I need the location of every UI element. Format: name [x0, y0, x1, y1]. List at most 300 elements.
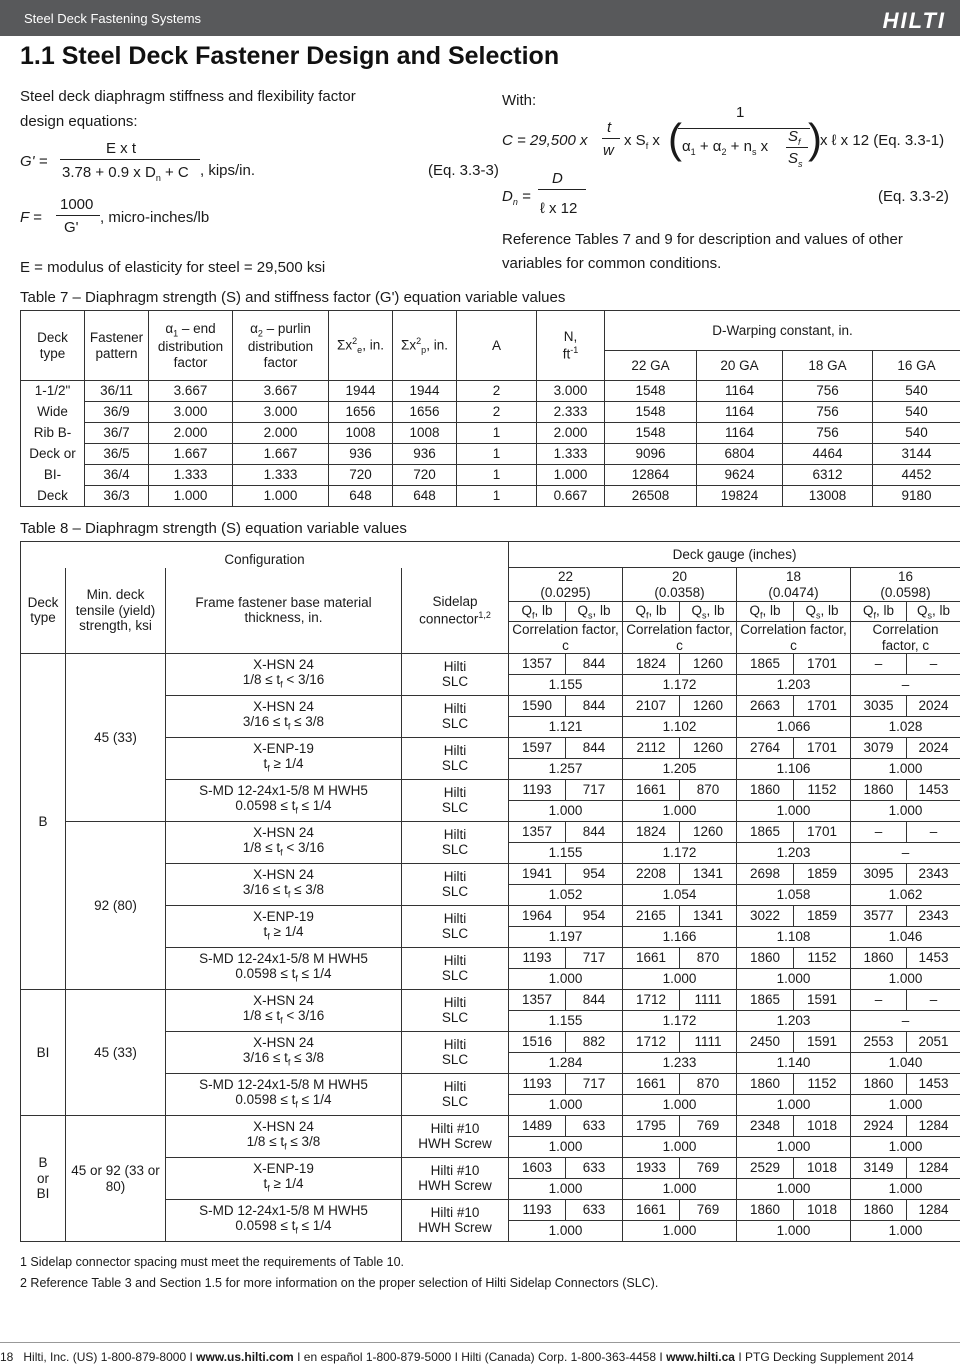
t7-cell: [783, 486, 873, 507]
g-numerator: E x t: [106, 140, 137, 157]
t8-q-text: 1941: [521, 866, 553, 882]
intro-line-2: design equations:: [20, 113, 138, 130]
c-tail: x ℓ x 12 (Eq. 3.3-1): [820, 132, 945, 149]
t8-q-value: [623, 1074, 680, 1095]
t7-cell: [697, 423, 783, 444]
t8-sidelap: [402, 696, 509, 738]
t8-q-value: [509, 654, 566, 675]
t8-fastener-name: S-MD 12-24x1-5/8 M HWH5: [199, 1077, 368, 1093]
t8-q-value: [566, 780, 623, 801]
t8-qs-lb: , lb: [820, 602, 839, 618]
t7-cell-value: 1: [492, 425, 501, 441]
t8-c-text: 1.172: [662, 677, 697, 693]
sf-text: S: [788, 128, 799, 145]
t7-cell-value: 12864: [631, 467, 670, 483]
t8-fastener-sub: f: [280, 847, 283, 858]
t8-q-value: [794, 654, 851, 675]
c-xs-text: x S: [624, 132, 646, 149]
c-lhs: C = 29,500 x: [502, 132, 588, 149]
t8-q-value: [794, 1074, 851, 1095]
t8-q-value: [851, 948, 907, 969]
t8-q-value: [509, 738, 566, 759]
t8-c-text: –: [901, 1013, 910, 1029]
t8-q-text: 1661: [635, 782, 667, 798]
t7-cell: [329, 423, 393, 444]
t7-cell-value: 6312: [812, 467, 843, 483]
t7-cell: [85, 486, 149, 507]
t8-q-text: 1865: [749, 824, 781, 840]
t8-h-gauge: [851, 568, 960, 602]
t8-q-text: 1111: [694, 992, 722, 1008]
t8-c-value: [509, 675, 623, 696]
t8-frame-fastener: [166, 1200, 402, 1242]
t8-q-text: 1260: [692, 698, 724, 714]
t8-q-text: 2107: [635, 698, 667, 714]
t7-cell-value: 1.667: [173, 446, 208, 462]
t8-q-text: 769: [696, 1160, 720, 1176]
t7-deck-cell: [21, 402, 85, 423]
t8-qs-sub: s: [588, 610, 593, 621]
t7-cell-value: 936: [349, 446, 372, 462]
footer-spanish: en español 1-800-879-5000: [303, 1350, 452, 1364]
t7-cell: [233, 486, 329, 507]
t8-sidelap-1: Hilti: [443, 658, 467, 674]
t8-fastener-sub: f: [267, 931, 270, 942]
t8-sidelap: [402, 948, 509, 990]
t8-sidelap: [402, 1158, 509, 1200]
t7-cell: [149, 444, 233, 465]
t8-q-value: [907, 696, 960, 717]
t7-cell: [537, 465, 605, 486]
t7-cell-value: 1.000: [553, 467, 588, 483]
t8-q-value: [566, 1074, 623, 1095]
t7-h-fastener-text: Fastener pattern: [89, 329, 144, 361]
t8-q-value: [737, 1116, 794, 1137]
t7-cell: [873, 465, 960, 486]
t8-h-config-text: Configuration: [224, 552, 305, 567]
t7-cell-value: 36/11: [100, 383, 133, 399]
t8-h-qs: [794, 602, 851, 622]
t8-fastener-range-tail: ≤ 1/4: [297, 1092, 332, 1108]
t8-q-text: 1860: [749, 1076, 781, 1092]
t8-q-value: [907, 1116, 960, 1137]
g-fraction-bar: [60, 159, 200, 160]
t7-cell-value: 0.667: [553, 488, 588, 504]
t8-q-value: [737, 780, 794, 801]
t8-q-text: 3022: [749, 908, 781, 924]
t8-c-value: [509, 843, 623, 864]
t7-cell: [393, 381, 457, 402]
t7-cell-value: 1548: [635, 404, 666, 420]
t7-h-a2-txt: – purlin distribution factor: [247, 320, 314, 370]
t8-gauge-in: (0.0474): [768, 584, 819, 600]
t8-q-text: 769: [696, 1118, 720, 1134]
t8-h-deck-gauge: [509, 542, 960, 568]
t7-cell-value: 540: [905, 425, 928, 441]
t8-q-value: [737, 864, 794, 885]
t8-h-corr: [737, 622, 851, 654]
t8-sidelap-2: HWH Screw: [418, 1177, 492, 1193]
t7-cell-value: 936: [413, 446, 436, 462]
t7-deck-cell: [21, 486, 85, 507]
t7-cell: [393, 444, 457, 465]
t7-cell-value: 540: [905, 383, 928, 399]
t8-q-text: 1018: [806, 1160, 838, 1176]
t8-q-value: [623, 738, 680, 759]
t8-c-text: 1.140: [776, 1055, 811, 1071]
t8-q-value: [566, 822, 623, 843]
table-row: [21, 1116, 960, 1137]
t8-c-value: [737, 675, 851, 696]
t8-q-value: [680, 654, 737, 675]
dn-equation-ref: (Eq. 3.3-2): [878, 188, 949, 205]
t8-fastener-range: t: [263, 756, 268, 772]
t8-fastener-sub: f: [295, 805, 298, 816]
t7-cell-value: 1656: [409, 404, 440, 420]
t8-q-value: [623, 696, 680, 717]
t8-q-text: 1193: [522, 1076, 552, 1092]
t8-c-text: 1.203: [776, 1013, 811, 1029]
t8-c-value: [737, 801, 851, 822]
dn-sub: n: [512, 197, 518, 207]
t8-q-value: [680, 1074, 737, 1095]
t8-c-value: [623, 717, 737, 738]
t8-frame-fastener: [166, 948, 402, 990]
t8-c-text: 1.197: [548, 929, 583, 945]
t8-q-text: 633: [582, 1202, 606, 1218]
t7-cell: [537, 444, 605, 465]
t8-c-value: [623, 927, 737, 948]
t8-fastener-sub: f: [287, 1057, 291, 1068]
t8-c-value: [851, 1095, 960, 1116]
t8-q-value: [623, 1158, 680, 1179]
dn-denominator: ℓ x 12: [540, 200, 578, 217]
c-t: t: [607, 119, 612, 136]
t8-c-value: [509, 717, 623, 738]
t8-q-text: 633: [582, 1118, 606, 1134]
footer-url-ca[interactable]: www.hilti.ca: [666, 1350, 735, 1364]
t8-q-value: [907, 1074, 960, 1095]
t8-q-text: 717: [582, 950, 606, 966]
t8-q-text: 1860: [863, 950, 894, 966]
t7-cell-value: 1548: [635, 383, 666, 399]
t7-cell: [457, 402, 537, 423]
t8-q-value: [851, 1116, 907, 1137]
t8-header-row-2: [21, 568, 960, 602]
t8-c-text: 1.172: [662, 845, 697, 861]
t8-c-text: 1.054: [662, 887, 697, 903]
t8-q-value: [623, 1200, 680, 1221]
t7-cell: [783, 423, 873, 444]
t8-fastener-sub: f: [287, 721, 291, 732]
t8-q-value: [566, 864, 623, 885]
t7-cell: [85, 381, 149, 402]
t8-q-value: [680, 780, 737, 801]
t7-h-xe-tail: , in.: [362, 337, 384, 353]
t8-q-text: 870: [696, 782, 720, 798]
t7-h-xp-tail: , in.: [426, 337, 448, 353]
t8-q-value: [566, 948, 623, 969]
t8-sidelap-2: SLC: [441, 757, 469, 773]
g-denominator: [62, 164, 189, 183]
t8-q-value: [680, 948, 737, 969]
t8-q-text: 1860: [749, 1202, 781, 1218]
t8-c-value: [737, 759, 851, 780]
t8-q-text: 1865: [749, 992, 781, 1008]
t7-deck-line: Wide: [37, 404, 68, 420]
t7-deck-line: 1-1/2": [34, 383, 71, 399]
t7-h-N2: ft: [562, 346, 571, 362]
t7-cell-value: 2: [492, 383, 501, 399]
t8-c-text: 1.203: [776, 845, 811, 861]
dn-bar: [538, 189, 586, 190]
t8-sidelap: [402, 738, 509, 780]
f-fraction-bar: [56, 215, 100, 216]
t8-q-value: [509, 948, 566, 969]
t7-cell: [457, 444, 537, 465]
t8-q-text: 1357: [521, 656, 553, 672]
t8-q-value: [509, 822, 566, 843]
t8-q-value: [907, 906, 960, 927]
t8-c-value: [623, 759, 737, 780]
t8-c-text: 1.000: [548, 1139, 583, 1155]
t8-qs-sub: s: [927, 610, 933, 621]
t8-c-value: [623, 675, 737, 696]
t8-q-value: [680, 1116, 737, 1137]
t8-q-value: [623, 1116, 680, 1137]
t8-q-text: 1860: [863, 1202, 894, 1218]
t8-q-text: 2698: [749, 866, 781, 882]
t8-fastener-range-tail: ≤ 3/8: [290, 714, 325, 730]
t7-cell-value: 26508: [631, 488, 670, 504]
t7-cell: [605, 423, 697, 444]
t8-qs-lb: , lb: [592, 602, 611, 618]
footer-sep-3: I: [454, 1350, 458, 1364]
t7-cell-value: 1: [492, 488, 501, 504]
t8-q-value: [851, 1032, 907, 1053]
t8-sidelap-2: SLC: [441, 925, 469, 941]
t8-q-value: [623, 822, 680, 843]
t8-q-text: 1341: [692, 908, 724, 924]
t8-q-text: 1859: [806, 866, 838, 882]
t7-cell-value: 3.667: [263, 383, 298, 399]
ss-text: S: [788, 150, 799, 167]
t7-header-row-1: [21, 311, 960, 351]
t8-h-deck-gauge-text: Deck gauge (inches): [672, 546, 797, 562]
t8-fastener-name: X-HSN 24: [253, 825, 314, 841]
t7-cell: [873, 402, 960, 423]
t7-cell: [149, 402, 233, 423]
t8-fastener-name: X-ENP-19: [253, 1161, 314, 1177]
t8-fastener-name: X-HSN 24: [253, 699, 314, 715]
t7-cell-value: 720: [349, 467, 372, 483]
t8-q-value: [907, 1158, 960, 1179]
t8-c-text: 1.233: [662, 1055, 697, 1071]
t8-q-text: 1260: [692, 740, 724, 756]
t8-q-value: [623, 780, 680, 801]
t8-sidelap-2: SLC: [441, 841, 469, 857]
t8-fastener-range: 1/8 ≤ t: [242, 840, 281, 856]
t7-cell-value: 4452: [901, 467, 932, 483]
t8-c-value: [851, 1053, 960, 1074]
t7-cell: [233, 402, 329, 423]
t8-q-text: 1860: [863, 782, 894, 798]
t8-c-text: 1.000: [776, 971, 811, 987]
t8-q-value: [794, 1158, 851, 1179]
t7-cell: [537, 402, 605, 423]
t8-deck-word: B: [38, 813, 48, 829]
t8-q-text: 1661: [635, 950, 667, 966]
t8-q-text: 1152: [807, 950, 837, 966]
t8-q-text: 769: [696, 1202, 720, 1218]
t8-q-text: 717: [582, 1076, 606, 1092]
dn-text: D: [502, 188, 513, 205]
t8-c-text: 1.000: [888, 1181, 923, 1197]
t7-cell-value: 2: [492, 404, 501, 420]
t8-h-sidelap-text: Sidelap connector: [419, 594, 479, 627]
t8-c-text: 1.203: [776, 677, 811, 693]
t8-c-text: 1.000: [888, 971, 923, 987]
t8-fastener-range: 0.0598 ≤ t: [235, 966, 296, 982]
t8-q-value: [737, 696, 794, 717]
t8-fastener-range-tail: ≤ 1/4: [297, 966, 332, 982]
t8-c-value: [851, 675, 960, 696]
t8-c-value: [623, 1179, 737, 1200]
t7-cell-value: 1008: [409, 425, 440, 441]
t8-c-value: [737, 1053, 851, 1074]
footer-url-us[interactable]: www.us.hilti.com: [196, 1350, 294, 1364]
t7-cell: [783, 381, 873, 402]
t8-c-text: 1.000: [888, 1139, 923, 1155]
t8-fastener-range-tail: ≤ 3/8: [290, 882, 325, 898]
t8-q-text: 870: [696, 1076, 720, 1092]
sf-ss-bar: [786, 147, 808, 148]
t7-cell: [393, 423, 457, 444]
t8-min-strength: [66, 1116, 166, 1242]
t8-q-text: 1453: [918, 950, 949, 966]
t7-cell-value: 19824: [720, 488, 759, 504]
t8-fastener-range: 1/8 ≤ t: [242, 672, 281, 688]
t8-q-value: [907, 780, 960, 801]
t8-q-value: [907, 864, 960, 885]
t8-c-value: [623, 969, 737, 990]
dn-eq: =: [522, 188, 531, 205]
t8-c-value: [737, 927, 851, 948]
t8-c-value: [509, 885, 623, 906]
t8-q-text: 2112: [636, 740, 666, 756]
t7-cell-value: 36/7: [103, 425, 130, 441]
t7-cell-value: 1656: [345, 404, 376, 420]
t8-fastener-range: t: [263, 1176, 268, 1192]
t8-qf: Q: [749, 602, 760, 618]
t8-q-text: 1018: [806, 1118, 838, 1134]
page-number: 18: [0, 1350, 14, 1364]
t8-q-value: [566, 1116, 623, 1137]
t8-h-gauge: [623, 568, 737, 602]
ns-sub: s: [751, 147, 757, 157]
t8-q-value: [907, 990, 960, 1011]
t8-ksi-text: 92 (80): [94, 897, 137, 913]
t7-cell-value: 756: [816, 404, 839, 420]
t7-deck-line: Deck: [37, 487, 68, 503]
t8-deck-type: [21, 1116, 66, 1242]
t8-fastener-sub: f: [295, 1225, 298, 1236]
t7-cell-value: 3.667: [173, 383, 208, 399]
t7-cell-value: 1: [492, 467, 501, 483]
t8-sidelap-1: Hilti: [443, 868, 467, 884]
ss: [788, 150, 803, 169]
t8-q-text: 1859: [806, 908, 838, 924]
t8-q-value: [566, 906, 623, 927]
t8-sidelap-2: SLC: [441, 1051, 469, 1067]
t8-sidelap-1: Hilti #10: [430, 1162, 480, 1178]
t8-qf-lb: , lb: [648, 602, 667, 618]
t8-q-text: 1357: [521, 824, 553, 840]
t7-deck-cell: [21, 444, 85, 465]
t8-c-text: 1.000: [662, 1097, 697, 1113]
t8-qs-sub: s: [816, 610, 821, 621]
t7-cell: [873, 444, 960, 465]
t8-gauge-in: (0.0598): [880, 584, 931, 600]
t8-q-text: 1341: [692, 866, 724, 882]
t8-gauge-in: (0.0358): [654, 584, 705, 600]
t8-c-value: [509, 927, 623, 948]
t7-cell: [85, 465, 149, 486]
t8-h-corr: [509, 622, 623, 654]
table-row: [21, 486, 960, 507]
t8-q-value: [851, 1074, 907, 1095]
table8-caption: Table 8 – Diaphragm strength (S) equation variable values: [20, 520, 407, 537]
t7-h-a2: α: [250, 320, 258, 336]
t8-h-sidelap-sup: 1,2: [478, 609, 491, 620]
t8-q-text: 1860: [749, 950, 781, 966]
footer-sep-5: I: [738, 1350, 742, 1364]
t8-qf-lb: , lb: [762, 602, 781, 618]
t8-q-value: [509, 1158, 566, 1179]
t8-fastener-range-tail: < 3/16: [282, 840, 325, 856]
t8-q-value: [794, 1200, 851, 1221]
t8-qf-sub: f: [645, 610, 649, 621]
t7-cell-value: 3144: [901, 446, 932, 462]
t8-qf-sub: f: [873, 610, 876, 621]
t8-sidelap-1: Hilti: [443, 1078, 467, 1094]
t8-c-value: [737, 1095, 851, 1116]
t8-corr-text: Correlation factor, c: [872, 622, 939, 653]
t8-fastener-sub: f: [295, 973, 298, 984]
footer-sep-2: I: [297, 1350, 301, 1364]
t8-h-qf: [737, 602, 794, 622]
t7-h-a1: α: [165, 320, 174, 336]
t8-c-text: 1.000: [888, 1223, 923, 1239]
t8-c-value: [509, 1179, 623, 1200]
t8-frame-fastener: [166, 864, 402, 906]
t8-sidelap-2: SLC: [441, 883, 469, 899]
t8-q-text: 2208: [635, 866, 667, 882]
t7-cell-value: 1.333: [263, 467, 298, 483]
t8-q-value: [680, 1200, 737, 1221]
t8-q-text: 717: [582, 782, 606, 798]
t8-sidelap-2: SLC: [441, 1009, 469, 1025]
t8-c-text: 1.066: [776, 719, 811, 735]
t8-c-value: [509, 759, 623, 780]
t7-h-dwarp-text: D-Warping constant, in.: [712, 322, 853, 338]
t8-c-value: [509, 801, 623, 822]
t8-q-value: [794, 864, 851, 885]
f-denominator: G': [64, 219, 79, 236]
t7-cell: [329, 381, 393, 402]
t8-frame-fastener: [166, 738, 402, 780]
t8-q-value: [509, 780, 566, 801]
